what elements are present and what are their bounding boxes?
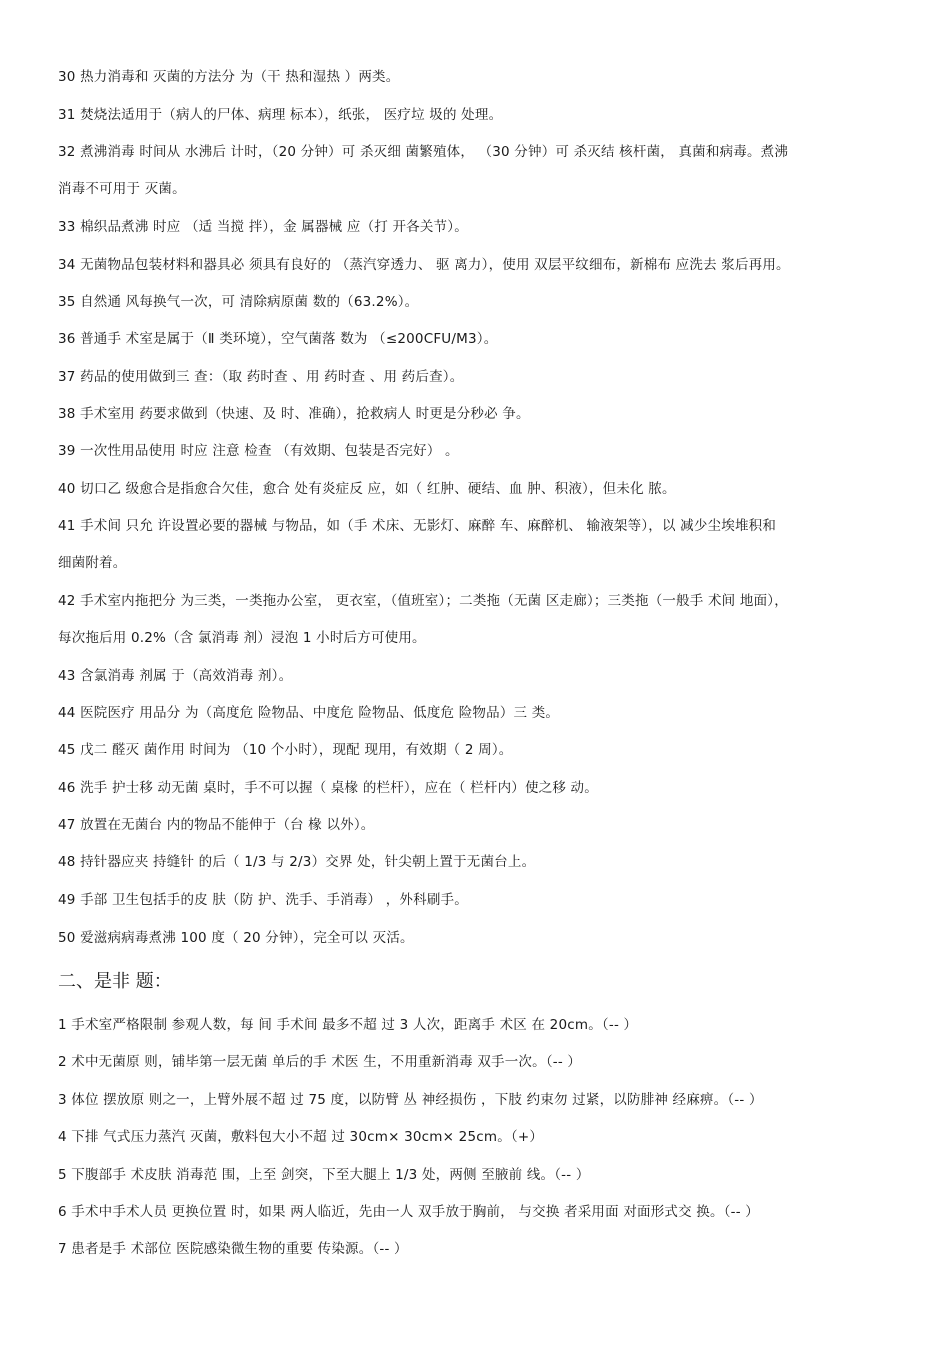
item-41: 41 手术间 只允 许设置必要的器械 与物品，如（手 术床、无影灯、麻醉 车、麻醉机、 输液架等），以 减少尘埃堆积和 (58, 518, 777, 534)
item-42: 42 手术室内拖把分 为三类，一类拖办公室， 更衣室，（值班室）；二类拖（无菌 区走廊）；三类拖（一般手 术间 地面）， (58, 593, 788, 609)
item-43: 43 含氯消毒 剂属 于（高效消毒 剂）。 (58, 668, 293, 684)
tf-item-5: 5 下腹部手 术皮肤 消毒范 围，上至 剑突，下至大腿上 1/3 处，两侧 至腋前 线。（-- ） (58, 1167, 590, 1183)
item-41-cont: 细菌附着。 (58, 555, 127, 571)
item-38: 38 手术室用 药要求做到（快速、及 时、准确），抢救病人 时更是分秒必 争。 (58, 406, 530, 422)
item-36: 36 普通手 术室是属于（Ⅱ 类环境），空气菌落 数为 （≤200CFU/M3）。 (58, 331, 498, 347)
tf-item-7: 7 患者是手 术部位 医院感染微生物的重要 传染源。（-- ） (58, 1241, 408, 1257)
item-47: 47 放置在无菌台 内的物品不能伸于（台 椽 以外）。 (58, 817, 375, 833)
item-32-cont: 消毒不可用于 灭菌。 (58, 181, 186, 197)
item-42-cont: 每次拖后用 0.2%（含 氯消毒 剂）浸泡 1 小时后方可使用。 (58, 630, 426, 646)
item-31: 31 焚烧法适用于（病人的尸体、病理 标本），纸张， 医疗垃 圾的 处理。 (58, 107, 503, 123)
item-34: 34 无菌物品包装材料和器具必 须具有良好的 （蒸汽穿透力、 驱 离力），使用 双层平纹细布，新棉布 应洗去 浆后再用。 (58, 257, 790, 273)
tf-item-2: 2 术中无菌原 则，铺毕第一层无菌 单后的手 术医 生，不用重新消毒 双手一次。（-- ） (58, 1054, 582, 1070)
item-30: 30 热力消毒和 灭菌的方法分 为（干 热和湿热 ）两类。 (58, 69, 400, 85)
item-44: 44 医院医疗 用品分 为（高度危 险物品、中度危 险物品、低度危 险物品）三 类。 (58, 705, 560, 721)
item-45: 45 戊二 醛灭 菌作用 时间为 （10 个小时），现配 现用，有效期（ 2 周）。 (58, 742, 513, 758)
item-40: 40 切口乙 级愈合是指愈合欠佳，愈合 处有炎症反 应，如（ 红肿、硬结、血 肿、积液），但未化 脓。 (58, 481, 676, 497)
item-39: 39 一次性用品使用 时应 注意 检查 （有效期、包装是否完好） 。 (58, 443, 459, 459)
item-49: 49 手部 卫生包括手的皮 肤（防 护、洗手、手消毒） ，外科刷手。 (58, 892, 468, 908)
item-33: 33 棉织品煮沸 时应 （适 当搅 拌），金 属器械 应（打 开各关节）。 (58, 219, 468, 235)
section-title: 二、是非 题： (58, 971, 172, 992)
item-32: 32 煮沸消毒 时间从 水沸后 计时，（20 分钟）可 杀灭细 菌繁殖体， （30 分钟）可 杀灭结 核杆菌， 真菌和病毒。煮沸 (58, 144, 789, 160)
item-46: 46 洗手 护士移 动无菌 桌时，手不可以握（ 桌椽 的栏杆），应在（ 栏杆内）使之移 动。 (58, 780, 598, 796)
item-35: 35 自然通 风每换气一次，可 清除病原菌 数的（63.2%）。 (58, 294, 419, 310)
item-50: 50 爱滋病病毒煮沸 100 度（ 20 分钟），完全可以 灭活。 (58, 930, 414, 946)
tf-item-3: 3 体位 摆放原 则之一，上臂外展不超 过 75 度，以防臂 丛 神经损伤 ，下肢 约束勿 过紧，以防腓神 经麻痹。（-- ） (58, 1092, 763, 1108)
tf-item-4: 4 下排 气式压力蒸汽 灭菌，敷料包大小不超 过 30cm× 30cm× 25cm。（+） (58, 1129, 544, 1145)
tf-item-6: 6 手术中手术人员 更换位置 时，如果 两人临近，先由一人 双手放于胸前， 与交换 者采用面 对面形式交 换。（-- ） (58, 1204, 759, 1220)
item-48: 48 持针器应夹 持缝针 的后（ 1/3 与 2/3）交界 处，针尖朝上置于无菌台上。 (58, 854, 536, 870)
item-37: 37 药品的使用做到三 查：（取 药时查 、用 药时查 、用 药后查）。 (58, 369, 464, 385)
tf-item-1: 1 手术室严格限制 参观人数，每 间 手术间 最多不超 过 3 人次，距离手 术区 在 20cm。（-- ） (58, 1017, 638, 1033)
